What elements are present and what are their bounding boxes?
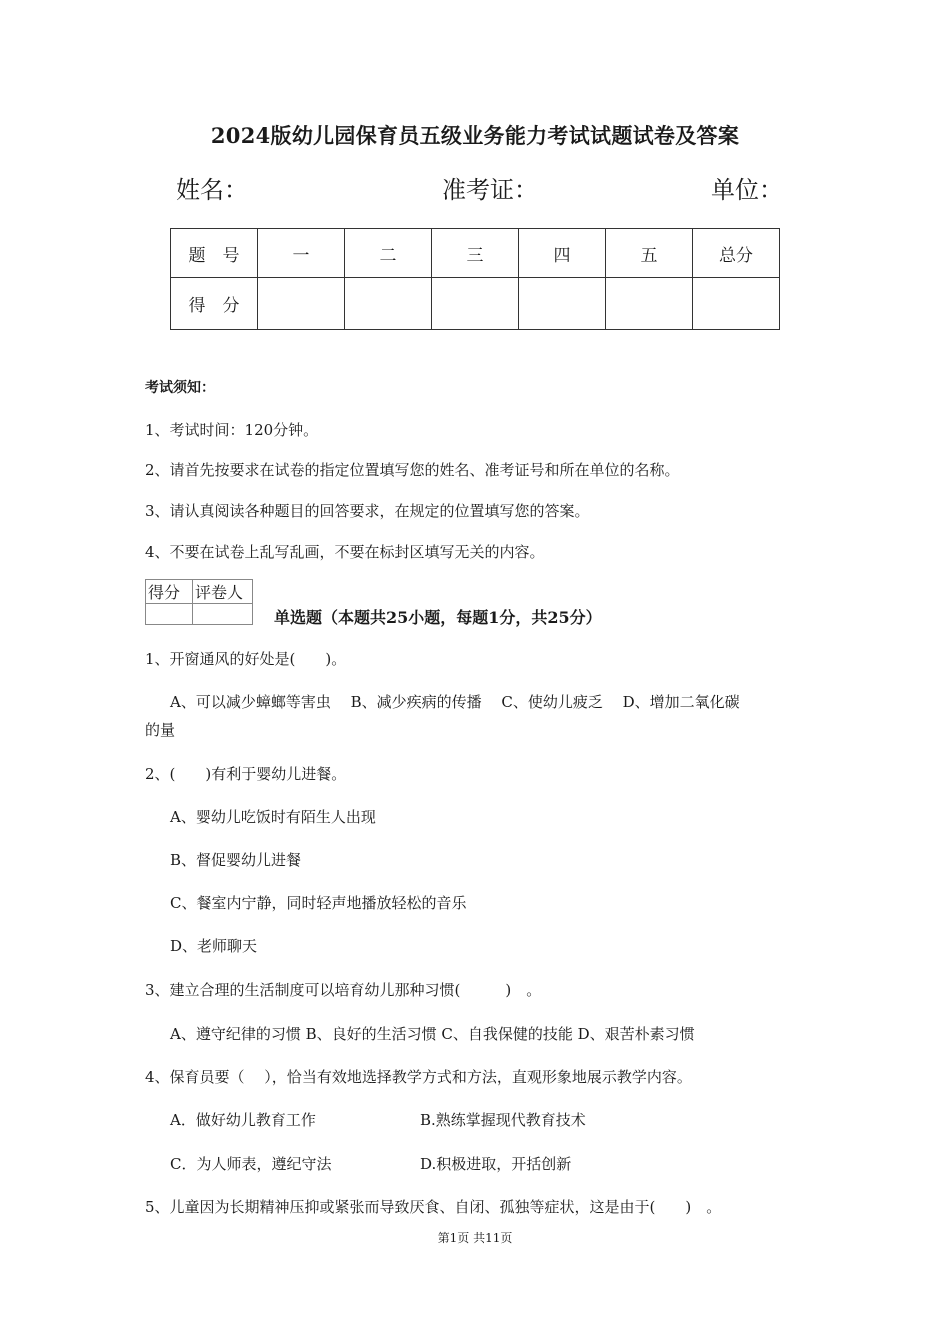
unit-label: 单位： [711,176,783,204]
score-cell[interactable] [345,278,432,330]
grader-score-label: 得分 [146,580,193,604]
score-table [170,228,780,330]
name-label: 姓名： [176,176,248,204]
question-option: A、婴幼儿吃饭时有陌生人出现 [170,808,376,826]
score-table-header-cell: 二 [345,229,432,278]
score-row-label: 得 分 [171,278,258,330]
score-table-header-cell: 三 [432,229,519,278]
score-cell[interactable] [432,278,519,330]
question-stem: 2、( )有利于婴幼儿进餐。 [145,765,347,783]
score-cell[interactable] [693,278,780,330]
score-cell[interactable] [258,278,345,330]
score-table-header-cell: 四 [519,229,606,278]
question-option: B.熟练掌握现代教育技术 [420,1111,586,1129]
notice-item: 2、请首先按要求在试卷的指定位置填写您的姓名、准考证号和所在单位的名称。 [145,461,680,479]
question-options: 的量 [145,721,176,739]
score-table-header-cell: 五 [606,229,693,278]
question-options: A、可以减少蟑螂等害虫 B、减少疾病的传播 C、使幼儿疲乏 D、增加二氧化碳 [170,693,740,711]
question-stem: 4、保育员要（ ），恰当有效地选择教学方式和方法，直观形象地展示教学内容。 [145,1068,692,1086]
score-table-header-cell: 一 [258,229,345,278]
question-stem: 1、开窗通风的好处是( )。 [145,650,347,668]
question-option: C、餐室内宁静，同时轻声地播放轻松的音乐 [170,894,467,912]
question-options: A、遵守纪律的习惯 B、良好的生活习惯 C、自我保健的技能 D、艰苦朴素习惯 [170,1025,695,1043]
question-option: D.积极进取，开括创新 [420,1155,572,1173]
section-heading: 单选题（本题共25小题，每题1分，共25分） [274,608,602,627]
question-option: A．做好幼儿教育工作 [170,1111,316,1129]
grader-name-label: 评卷人 [193,580,253,604]
score-table-header-cell: 题 号 [171,229,258,278]
notice-item: 1、考试时间：120分钟。 [145,421,319,439]
score-cell[interactable] [519,278,606,330]
grader-name-cell[interactable] [193,604,253,625]
question-option: C．为人师表，遵纪守法 [170,1155,332,1173]
question-stem: 5、儿童因为长期精神压抑或紧张而导致厌食、自闭、孤独等症状，这是由于( ) 。 [145,1198,722,1216]
grader-box [145,579,253,625]
question-option: B、督促婴幼儿进餐 [170,851,302,869]
page-title: 2024版幼儿园保育员五级业务能力考试试题试卷及答案 [210,123,740,148]
score-table-header-row [171,229,780,278]
question-stem: 3、建立合理的生活制度可以培育幼儿那种习惯( ) 。 [145,981,542,999]
score-cell[interactable] [606,278,693,330]
page-footer: 第1页 共11页 [437,1231,513,1245]
score-table-header-cell: 总分 [693,229,780,278]
score-table-score-row [171,278,780,330]
notice-heading: 考试须知： [145,380,215,396]
notice-item: 3、请认真阅读各种题目的回答要求，在规定的位置填写您的答案。 [145,502,590,520]
exam-id-label: 准考证： [442,176,538,204]
notice-item: 4、不要在试卷上乱写乱画，不要在标封区填写无关的内容。 [145,543,545,561]
grader-score-cell[interactable] [146,604,193,625]
question-option: D、老师聊天 [170,937,258,955]
